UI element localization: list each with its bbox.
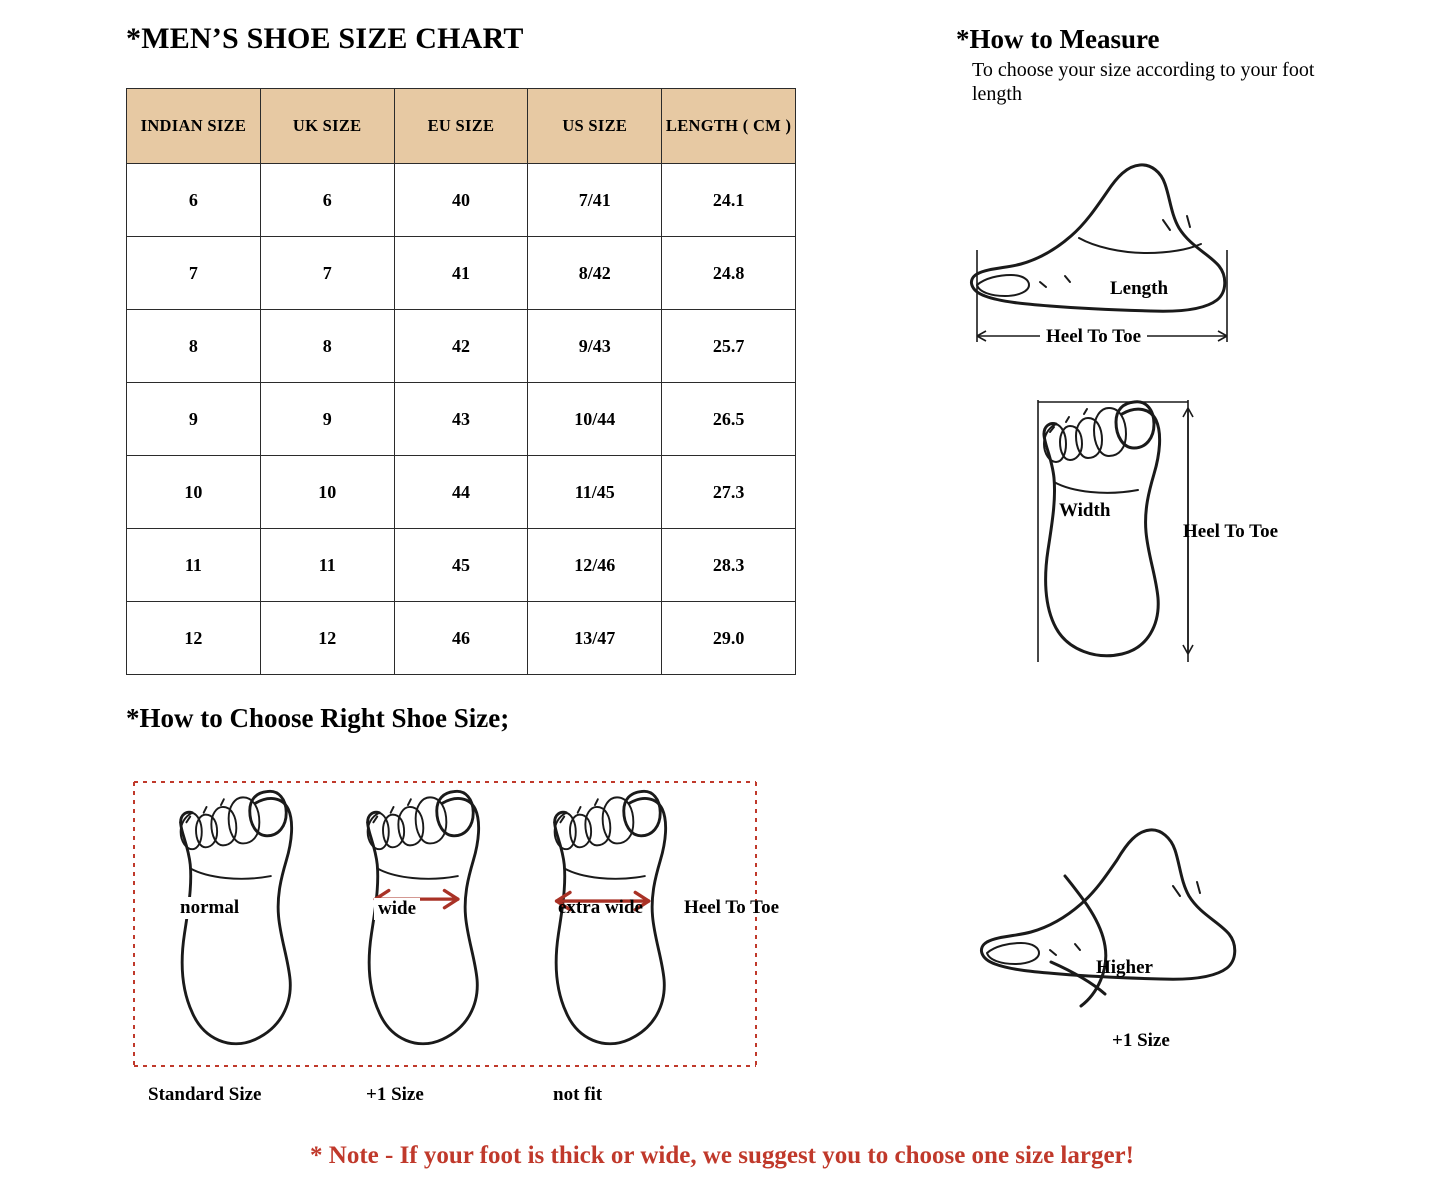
- table-row: [127, 602, 796, 675]
- top-heel-to-toe-label: Heel To Toe: [1183, 521, 1279, 542]
- cell-indian-size: 10: [127, 456, 261, 529]
- foot-label-normal: normal: [176, 897, 243, 919]
- cell-eu-size: 45: [394, 529, 528, 602]
- higher-size-label: +1 Size: [1112, 1030, 1170, 1051]
- foot-label-extra-wide: extra wide: [558, 897, 643, 918]
- how-to-measure-subtitle: To choose your size according to your foot length: [972, 59, 1315, 106]
- cell-us-size: 9/43: [528, 310, 662, 383]
- cell-us-size: 7/41: [528, 164, 662, 237]
- column-header-us: US SIZE: [528, 89, 662, 164]
- choose-heel-to-toe-label: Heel To Toe: [684, 897, 780, 918]
- width-label: Width: [1059, 500, 1111, 521]
- note-text: * Note - If your foot is thick or wide, we suggest you to choose one size larger!: [310, 1142, 1134, 1169]
- cell-indian-size: 7: [127, 237, 261, 310]
- cell-eu-size: 40: [394, 164, 528, 237]
- cell-eu-size: 42: [394, 310, 528, 383]
- table-row: [127, 310, 796, 383]
- table-row: [127, 456, 796, 529]
- cell-uk-size: 8: [260, 310, 394, 383]
- cell-indian-size: 8: [127, 310, 261, 383]
- side-heel-to-toe-label: Heel To Toe: [1040, 326, 1147, 348]
- column-header-eu: EU SIZE: [394, 89, 528, 164]
- how-to-choose-title: *How to Choose Right Shoe Size;: [126, 703, 510, 733]
- cell-uk-size: 7: [260, 237, 394, 310]
- cell-eu-size: 43: [394, 383, 528, 456]
- cell-indian-size: 12: [127, 602, 261, 675]
- cell-eu-size: 44: [394, 456, 528, 529]
- cell-indian-size: 9: [127, 383, 261, 456]
- cell-uk-size: 11: [260, 529, 394, 602]
- caption-standard-size: Standard Size: [148, 1084, 262, 1105]
- cell-uk-size: 6: [260, 164, 394, 237]
- table-row: [127, 529, 796, 602]
- foot-label-wide: wide: [374, 898, 420, 920]
- cell-length-cm: 26.5: [662, 383, 796, 456]
- cell-length-cm: 24.1: [662, 164, 796, 237]
- how-to-measure-title: *How to Measure: [956, 24, 1160, 54]
- column-header-length: LENGTH ( CM ): [662, 89, 796, 164]
- column-header-indian: INDIAN SIZE: [127, 89, 261, 164]
- cell-length-cm: 25.7: [662, 310, 796, 383]
- cell-length-cm: 24.8: [662, 237, 796, 310]
- page-title: *MEN’S SHOE SIZE CHART: [126, 22, 524, 55]
- cell-indian-size: 11: [127, 529, 261, 602]
- cell-eu-size: 46: [394, 602, 528, 675]
- higher-label: Higher: [1096, 957, 1153, 978]
- cell-us-size: 10/44: [528, 383, 662, 456]
- cell-uk-size: 9: [260, 383, 394, 456]
- table-row: [127, 237, 796, 310]
- cell-eu-size: 41: [394, 237, 528, 310]
- length-label: Length: [1110, 278, 1169, 299]
- higher-foot-diagram: [955, 820, 1285, 1040]
- size-chart-table: [126, 88, 796, 675]
- caption-plus-one-size: +1 Size: [366, 1084, 424, 1105]
- cell-length-cm: 29.0: [662, 602, 796, 675]
- cell-length-cm: 28.3: [662, 529, 796, 602]
- cell-uk-size: 12: [260, 602, 394, 675]
- cell-us-size: 13/47: [528, 602, 662, 675]
- cell-indian-size: 6: [127, 164, 261, 237]
- column-header-uk: UK SIZE: [260, 89, 394, 164]
- cell-uk-size: 10: [260, 456, 394, 529]
- table-header-row: [127, 89, 796, 164]
- table-row: [127, 164, 796, 237]
- cell-us-size: 12/46: [528, 529, 662, 602]
- cell-us-size: 8/42: [528, 237, 662, 310]
- foot-width-comparison: [130, 778, 760, 1078]
- table-row: [127, 383, 796, 456]
- cell-us-size: 11/45: [528, 456, 662, 529]
- cell-length-cm: 27.3: [662, 456, 796, 529]
- caption-not-fit: not fit: [553, 1084, 603, 1105]
